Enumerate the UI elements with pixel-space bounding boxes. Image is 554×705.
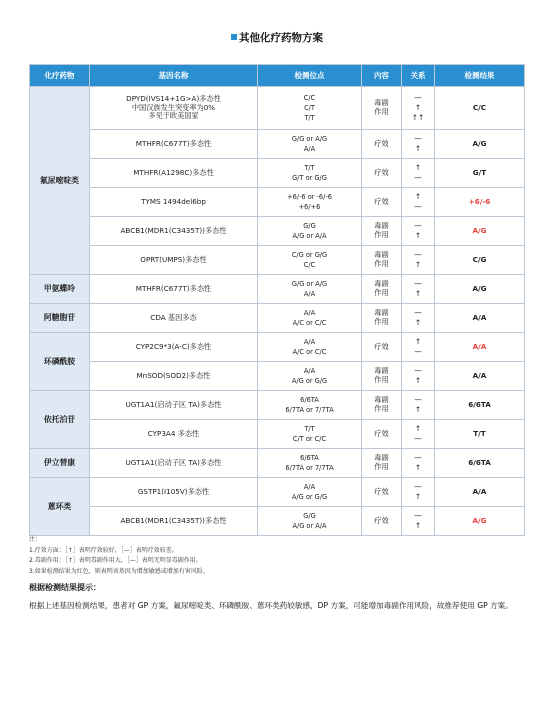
dash-icon: —: [414, 482, 422, 491]
locus-cell: [258, 478, 362, 507]
locus-cell: [258, 507, 362, 536]
relation-cell: [402, 304, 435, 333]
drug-table: [29, 64, 525, 536]
up-arrow-icon: ↑: [414, 289, 422, 298]
table-row: [30, 449, 525, 478]
dash-icon: —: [414, 202, 422, 211]
locus-value: C/T: [304, 104, 315, 112]
locus-value: A/A: [303, 367, 316, 375]
relation-cell: [402, 362, 435, 391]
gene-name-cell: OPRT(UMPS)多态性: [90, 246, 258, 275]
locus-cell: [258, 217, 362, 246]
dash-icon: —: [414, 250, 422, 259]
drug-name-cell: 环磷酰胺: [30, 333, 90, 391]
up-arrow-icon: ↑↑: [411, 113, 425, 122]
gene-name-cell: DPYD(IVS14+1G>A)多态性 中国汉族发生突变率为0% 多见于欧美国家: [90, 87, 258, 130]
dash-icon: —: [414, 308, 422, 317]
locus-value: G/G: [303, 512, 316, 520]
result-cell: A/A: [435, 333, 525, 362]
table-row: [30, 217, 525, 246]
table-row: [30, 130, 525, 159]
locus-value: T/T: [304, 114, 315, 122]
locus-value: 6/6TA: [300, 396, 319, 404]
up-arrow-icon: ↑: [414, 337, 422, 346]
gene-name-cell: TYMS 1494del6bp: [90, 188, 258, 217]
locus-value: C/C: [303, 261, 316, 269]
locus-cell: [258, 130, 362, 159]
locus-cell: [258, 188, 362, 217]
up-arrow-icon: ↑: [414, 231, 422, 240]
dash-icon: —: [414, 395, 422, 404]
result-cell: A/A: [435, 304, 525, 333]
gene-name-cell: MTHFR(A1298C)多态性: [90, 159, 258, 188]
locus-value: A/C or C/C: [292, 348, 327, 356]
locus-value: 6/7TA or 7/7TA: [285, 406, 334, 414]
up-arrow-icon: ↑: [414, 376, 422, 385]
table-row: [30, 159, 525, 188]
relation-cell: [402, 275, 435, 304]
dash-icon: —: [414, 511, 422, 520]
result-cell: A/G: [435, 130, 525, 159]
table-row: [30, 391, 525, 420]
tips-body: 根据上述基因检测结果，患者对 GP 方案，氟尿嘧啶类、环磷酰胺、蒽环类药较敏感，DP 方案，可能增加毒副作用风险，故推荐使用 GP 方案。: [29, 601, 513, 610]
locus-value: A/A: [303, 483, 316, 491]
header-drug: 化疗药物: [30, 65, 90, 87]
table-row: [30, 87, 525, 130]
locus-value: 6/6TA: [300, 454, 319, 462]
locus-value: +6/+6: [298, 203, 321, 211]
drug-name-cell: 依托泊苷: [30, 391, 90, 449]
up-arrow-icon: ↑: [414, 424, 422, 433]
content-cell: 疗效: [362, 478, 402, 507]
up-arrow-icon: ↑: [414, 405, 422, 414]
result-cell: G/T: [435, 159, 525, 188]
result-cell: +6/-6: [435, 188, 525, 217]
locus-cell: [258, 362, 362, 391]
content-cell: 毒副 作用: [362, 449, 402, 478]
up-arrow-icon: ↑: [414, 260, 422, 269]
relation-cell: [402, 333, 435, 362]
locus-cell: [258, 304, 362, 333]
content-cell: 疗效: [362, 159, 402, 188]
locus-cell: [258, 87, 362, 130]
relation-cell: [402, 188, 435, 217]
content-cell: 毒副 作用: [362, 304, 402, 333]
table-header-row: [30, 65, 525, 87]
gene-name-cell: CYP3A4 多态性: [90, 420, 258, 449]
header-result: 检测结果: [435, 65, 525, 87]
page-title: 其他化疗药物方案: [0, 30, 554, 45]
result-cell: C/C: [435, 87, 525, 130]
content-cell: 疗效: [362, 420, 402, 449]
dash-icon: —: [414, 453, 422, 462]
gene-name-cell: MTHFR(C677T)多态性: [90, 130, 258, 159]
result-cell: T/T: [435, 420, 525, 449]
locus-value: A/A: [303, 309, 316, 317]
up-arrow-icon: ↑: [414, 144, 422, 153]
locus-cell: [258, 449, 362, 478]
locus-value: A/A: [303, 290, 316, 298]
result-cell: A/G: [435, 217, 525, 246]
locus-value: T/T: [304, 425, 315, 433]
up-arrow-icon: ↑: [414, 163, 422, 172]
relation-cell: [402, 420, 435, 449]
dash-icon: —: [414, 347, 422, 356]
dash-icon: —: [414, 221, 422, 230]
content-cell: 疗效: [362, 507, 402, 536]
notes-label: 注：: [29, 536, 42, 543]
content-cell: 毒副 作用: [362, 246, 402, 275]
header-gene: 基因名称: [90, 65, 258, 87]
relation-cell: [402, 246, 435, 275]
gene-name-cell: UGT1A1(启动子区 TA)多态性: [90, 449, 258, 478]
gene-name-cell: MTHFR(C677T)多态性: [90, 275, 258, 304]
content-cell: 毒副 作用: [362, 217, 402, 246]
relation-cell: [402, 130, 435, 159]
up-arrow-icon: ↑: [414, 463, 422, 472]
drug-name-cell: 蒽环类: [30, 478, 90, 536]
locus-value: C/G or G/G: [291, 251, 328, 259]
header-relation: 关系: [402, 65, 435, 87]
relation-cell: [402, 478, 435, 507]
locus-value: A/G or G/G: [291, 493, 328, 501]
locus-cell: [258, 420, 362, 449]
up-arrow-icon: ↑: [414, 521, 422, 530]
table-row: [30, 420, 525, 449]
locus-value: A/G or G/G: [291, 377, 328, 385]
table-row: [30, 333, 525, 362]
locus-cell: [258, 333, 362, 362]
result-cell: A/G: [435, 507, 525, 536]
gene-name-cell: MnSOD(SOD2)多态性: [90, 362, 258, 391]
gene-name-cell: CYP2C9*3(A-C)多态性: [90, 333, 258, 362]
locus-value: 6/7TA or 7/7TA: [285, 464, 334, 472]
locus-value: T/T: [304, 164, 315, 172]
note-item: 2.毒副作用：［↑］表明毒副作用大，［—］表明无明显毒副作用。: [29, 557, 202, 564]
table-row: [30, 362, 525, 391]
note-item: 1.疗效方面：［↑］表明疗效较好，［—］表明疗效较差。: [29, 546, 178, 554]
locus-value: +6/-6 or -6/-6: [287, 193, 332, 201]
table-row: [30, 275, 525, 304]
table-row: [30, 188, 525, 217]
title-square-icon: [231, 34, 237, 40]
locus-value: G/G or A/G: [291, 280, 328, 288]
gene-name-cell: ABCB1(MDR1(C3435T))多态性: [90, 507, 258, 536]
content-cell: 毒副 作用: [362, 275, 402, 304]
content-cell: 疗效: [362, 188, 402, 217]
locus-value: C/C: [303, 94, 316, 102]
drug-name-cell: 伊立替康: [30, 449, 90, 478]
locus-cell: [258, 275, 362, 304]
header-content: 内容: [362, 65, 402, 87]
relation-cell: [402, 507, 435, 536]
content-cell: 疗效: [362, 130, 402, 159]
dash-icon: —: [414, 279, 422, 288]
result-cell: A/A: [435, 362, 525, 391]
drug-name-cell: 氟尿嘧啶类: [30, 87, 90, 275]
result-cell: A/G: [435, 275, 525, 304]
result-cell: C/G: [435, 246, 525, 275]
locus-cell: [258, 391, 362, 420]
result-cell: 6/6TA: [435, 391, 525, 420]
content-cell: 毒副 作用: [362, 362, 402, 391]
locus-value: C/T or C/C: [292, 435, 327, 443]
gene-name-cell: UGT1A1(启动子区 TA)多态性: [90, 391, 258, 420]
drug-name-cell: 甲氨蝶呤: [30, 275, 90, 304]
locus-value: G/T or G/G: [292, 174, 327, 182]
up-arrow-icon: ↑: [414, 492, 422, 501]
locus-value: A/A: [303, 338, 316, 346]
locus-value: A/G or A/A: [292, 522, 327, 530]
dash-icon: —: [414, 434, 422, 443]
table-row: [30, 304, 525, 333]
locus-cell: [258, 159, 362, 188]
locus-value: G/G: [303, 222, 316, 230]
relation-cell: [402, 391, 435, 420]
locus-value: A/G or A/A: [292, 232, 327, 240]
relation-cell: [402, 159, 435, 188]
up-arrow-icon: ↑: [414, 103, 422, 112]
table-row: [30, 478, 525, 507]
relation-cell: [402, 87, 435, 130]
locus-value: A/C or C/C: [292, 319, 327, 327]
dash-icon: —: [414, 366, 422, 375]
drug-name-cell: 阿糖胞苷: [30, 304, 90, 333]
locus-value: A/A: [303, 145, 316, 153]
result-cell: A/A: [435, 478, 525, 507]
content-cell: 毒副 作用: [362, 391, 402, 420]
dash-icon: —: [414, 93, 422, 102]
table-row: [30, 246, 525, 275]
up-arrow-icon: ↑: [414, 318, 422, 327]
relation-cell: [402, 217, 435, 246]
content-cell: 毒副 作用: [362, 87, 402, 130]
up-arrow-icon: ↑: [414, 192, 422, 201]
gene-name-cell: GSTP1(I105V)多态性: [90, 478, 258, 507]
note-item: 3.如果检测结果为红色，则表明该基因为增加敏感或增加有害风险。: [29, 567, 209, 575]
tips-title: 根据检测结果提示：: [29, 583, 101, 592]
dash-icon: —: [414, 173, 422, 182]
relation-cell: [402, 449, 435, 478]
content-cell: 疗效: [362, 333, 402, 362]
header-locus: 检测位点: [258, 65, 362, 87]
table-row: [30, 507, 525, 536]
result-cell: 6/6TA: [435, 449, 525, 478]
gene-name-cell: ABCB1(MDR1(C3435T))多态性: [90, 217, 258, 246]
gene-name-cell: CDA 基因多态: [90, 304, 258, 333]
dash-icon: —: [414, 134, 422, 143]
locus-value: G/G or A/G: [291, 135, 328, 143]
locus-cell: [258, 246, 362, 275]
notes: [29, 535, 209, 577]
